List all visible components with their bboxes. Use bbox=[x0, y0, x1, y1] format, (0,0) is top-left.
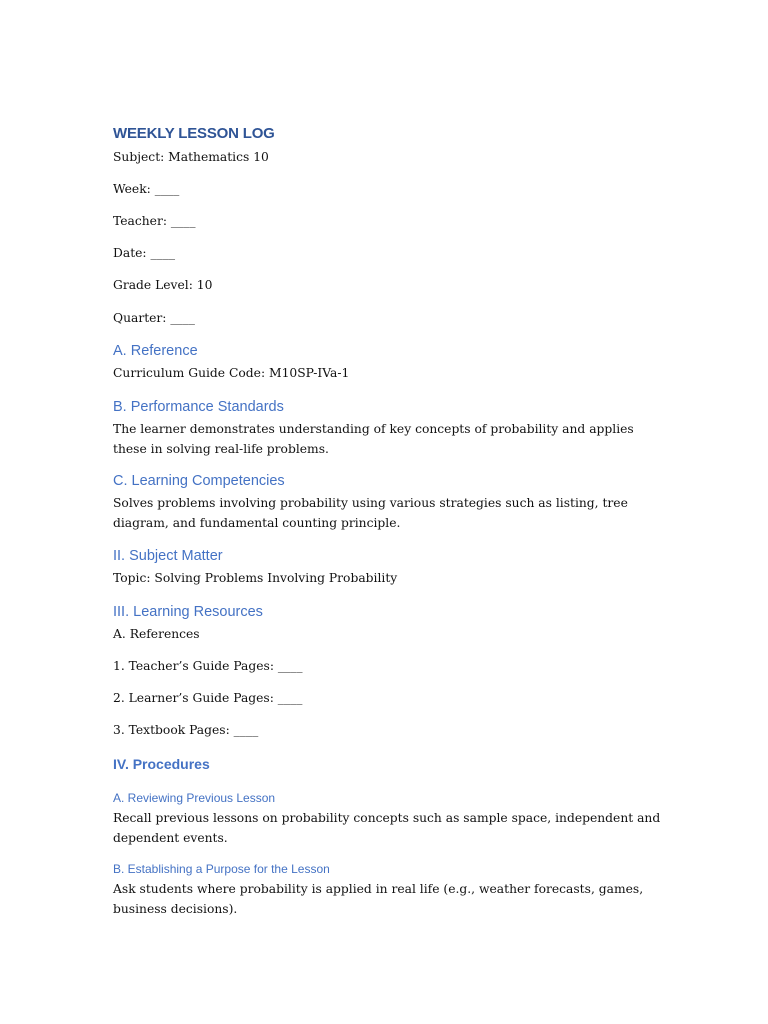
establishing-purpose-heading: B. Establishing a Purpose for the Lesson bbox=[113, 862, 330, 876]
procedures-heading: IV. Procedures bbox=[113, 756, 210, 772]
document-title: WEEKLY LESSON LOG bbox=[113, 125, 275, 142]
subject-field: Subject: Mathematics 10 bbox=[113, 150, 269, 164]
subject-matter-heading: II. Subject Matter bbox=[113, 548, 223, 564]
quarter-field: Quarter: ____ bbox=[113, 311, 195, 325]
reference-heading: A. Reference bbox=[113, 343, 198, 359]
reference-text: Curriculum Guide Code: M10SP-IVa-1 bbox=[113, 366, 350, 380]
references-label: A. References bbox=[113, 627, 200, 641]
performance-standards-heading: B. Performance Standards bbox=[113, 399, 284, 415]
performance-standards-text: The learner demonstrates understanding of key concepts of probability and applies these in solving real-life problems. bbox=[113, 422, 634, 456]
grade-level-field: Grade Level: 10 bbox=[113, 278, 213, 292]
textbook-pages: 3. Textbook Pages: ____ bbox=[113, 723, 259, 737]
establishing-purpose-text: Ask students where probability is applied in real life (e.g., weather forecasts, games, business decisions). bbox=[113, 882, 644, 916]
learning-resources-heading: III. Learning Resources bbox=[113, 604, 263, 620]
reviewing-previous-lesson-heading: A. Reviewing Previous Lesson bbox=[113, 791, 276, 805]
date-field: Date: ____ bbox=[113, 246, 176, 260]
learning-competencies-text: Solves problems involving probability using various strategies such as listing, tree diagram, and fundamental counting principle. bbox=[113, 496, 628, 530]
learning-competencies-heading: C. Learning Competencies bbox=[113, 473, 285, 489]
week-field: Week: ____ bbox=[113, 182, 180, 196]
teacher-field: Teacher: ____ bbox=[113, 214, 196, 228]
teachers-guide-pages: 1. Teacher’s Guide Pages: ____ bbox=[113, 659, 303, 673]
reviewing-previous-lesson-text: Recall previous lessons on probability concepts such as sample space, independent and dependent events. bbox=[113, 811, 661, 845]
subject-matter-text: Topic: Solving Problems Involving Probability bbox=[113, 571, 398, 585]
learners-guide-pages: 2. Learner’s Guide Pages: ____ bbox=[113, 691, 303, 705]
